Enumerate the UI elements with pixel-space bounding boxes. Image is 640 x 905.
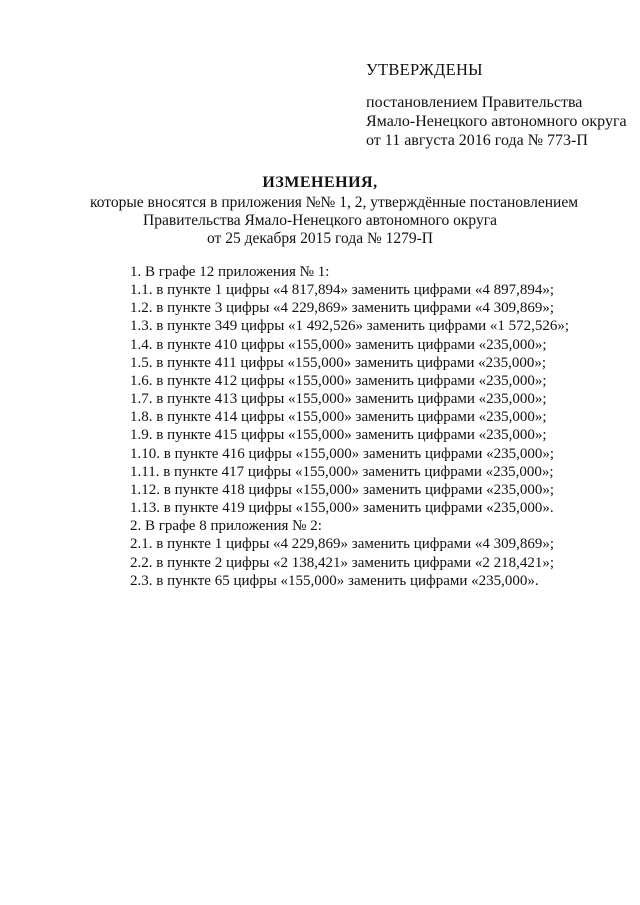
approval-line-decree: постановлением Правительства [366,94,583,111]
list-item: 1.1. в пункте 1 цифры «4 817,894» заменить цифрами «4 897,894»; [130,282,555,299]
list-item: 2.3. в пункте 65 цифры «155,000» заменить цифрами «235,000». [130,572,539,589]
list-item: 1. В графе 12 приложения № 1: [130,264,330,280]
list-item: 1.8. в пункте 414 цифры «155,000» заменить цифрами «235,000»; [130,409,547,426]
list-item: 2.1. в пункте 1 цифры «4 229,869» заменить цифрами «4 309,869»; [130,536,555,553]
list-item: 2.2. в пункте 2 цифры «2 138,421» заменить цифрами «2 218,421»; [130,554,555,571]
list-item: 1.6. в пункте 412 цифры «155,000» заменить цифрами «235,000»; [130,372,547,389]
list-item: 1.9. в пункте 415 цифры «155,000» заменить цифрами «235,000»; [130,427,547,444]
list-item: 2. В графе 8 приложения № 2: [130,518,322,535]
approval-title: УТВЕРЖДЕНЫ [366,60,483,79]
list-item: 1.7. в пункте 413 цифры «155,000» заменить цифрами «235,000»; [130,391,547,408]
list-item: 1.12. в пункте 418 цифры «155,000» заменить цифрами «235,000»; [130,481,555,498]
list-item: 1.10. в пункте 416 цифры «155,000» заменить цифрами «235,000»; [130,445,555,462]
list-item: 1.3. в пункте 349 цифры «1 492,526» заменить цифрами «1 572,526»; [130,318,570,335]
approval-block [366,60,626,150]
list-item: 1.4. в пункте 410 цифры «155,000» заменить цифрами «235,000»; [130,336,547,353]
document-heading [90,174,579,248]
heading-line-government: Правительства Ямало-Ненецкого автономного округа [143,212,497,229]
heading-line-date: от 25 декабря 2015 года № 1279-П [207,230,433,247]
list-item: 1.13. в пункте 419 цифры «155,000» заменить цифрами «235,000». [130,500,554,517]
approval-line-region: Ямало-Ненецкого автономного округа [366,113,627,130]
amendment-list [130,263,610,590]
list-item: 1.11. в пункте 417 цифры «155,000» заменить цифрами «235,000»; [130,463,554,480]
list-item: 1.5. в пункте 411 цифры «155,000» заменить цифрами «235,000»; [130,354,547,371]
approval-line-date: от 11 августа 2016 года № 773-П [366,132,588,149]
list-item: 1.2. в пункте 3 цифры «4 229,869» заменить цифрами «4 309,869»; [130,300,555,317]
heading-title: ИЗМЕНЕНИЯ, [262,174,378,191]
heading-line-subject: которые вносятся в приложения №№ 1, 2, утверждённые постановлением [90,194,579,211]
